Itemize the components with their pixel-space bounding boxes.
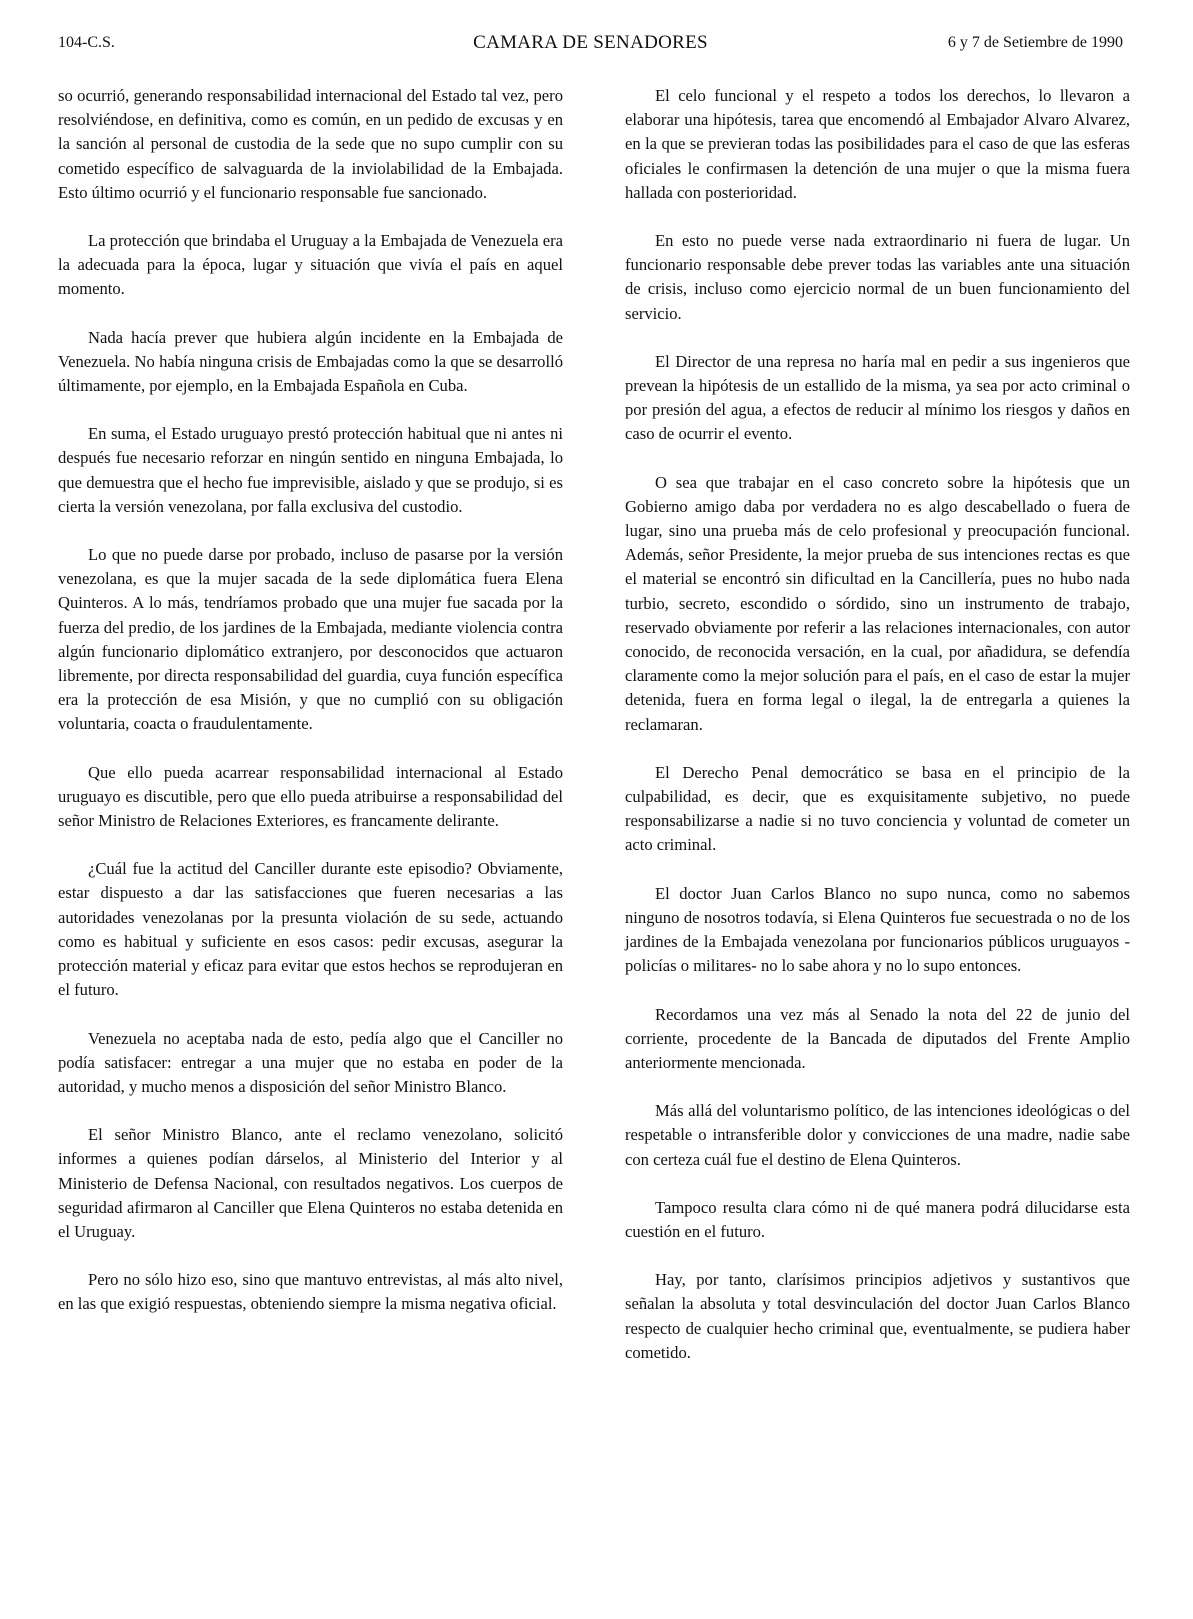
paragraph: Pero no sólo hizo eso, sino que mantuvo entrevistas, al más alto nivel, en las que exigió respuestas, obteniendo siempre la misma negativa oficial. bbox=[58, 1270, 563, 1314]
paragraph: Más allá del voluntarismo político, de las intenciones ideológicas o del respetable o intransferible dolor y convicciones de una madre, nadie sabe con certeza cuál fue el destino de Elena Quinteros. bbox=[625, 1101, 1130, 1169]
paragraph: O sea que trabajar en el caso concreto sobre la hipótesis que un Gobierno amigo daba por verdadera no es algo descabellado o fuera de lugar, sino una prueba más de celo profesional y preocupación funcional. Además, señor Presidente, la mejor prueba de sus intenciones rectas es que el material se encontró sin dificultad en la Cancillería, pues no hubo nada turbio, secreto, escondido o sórdido, sino un instrumento de trabajo, reservado obviamente por referir a las relaciones internacionales, con autor conocido, de reconocida versación, en la cual, por añadidura, se defendía claramente como la mejor solución para el país, en el caso de estar la mujer detenida, fuera en forma legal o ilegal, la de entregarla a quienes la reclamaran. bbox=[625, 472, 1130, 734]
paragraph: El Derecho Penal democrático se basa en el principio de la culpabilidad, es decir, que es exquisitamente subjetivo, no puede responsabilizarse a nadie si no tuvo conciencia y voluntad de cometer un acto criminal. bbox=[625, 762, 1130, 855]
paragraph: El doctor Juan Carlos Blanco no supo nunca, como no sabemos ninguno de nosotros todavía, si Elena Quinteros fue secuestrada o no de los jardines de la Embajada venezolana por funcionarios públicos uruguayos -policías o militares- no lo sabe ahora y no lo supo entonces. bbox=[625, 883, 1130, 976]
paragraph: Que ello pueda acarrear responsabilidad internacional al Estado uruguayo es discutible, pero que ello pueda atribuirse a responsabilidad del señor Ministro de Relaciones Exteriores, es francamente delirante. bbox=[58, 762, 563, 831]
paragraph: En esto no puede verse nada extraordinario ni fuera de lugar. Un funcionario responsable debe prever todas las variables ante una situación de crisis, incluso como ejercicio normal de un buen funcionamiento del servicio. bbox=[625, 231, 1130, 323]
paragraph: La protección que brindaba el Uruguay a la Embajada de Venezuela era la adecuada para la época, lugar y situación que vivía el país en aquel momento. bbox=[58, 231, 563, 299]
paragraph: Lo que no puede darse por probado, incluso de pasarse por la versión venezolana, es que la mujer sacada de la sede diplomática fuera Elena Quinteros. A lo más, tendríamos probado que una mujer fue sacada por la fuerza del predio, de los jardines de la Embajada, mediante violencia contra algún funcionario diplomático extranjero, por desconocidos que actuaron libremente, por directa responsabilidad del guardia, cuya función específica era la protección de esa Misión, y que no cumplió con su obligación voluntaria, coacta o fraudulentamente. bbox=[58, 545, 563, 734]
paragraph: ¿Cuál fue la actitud del Canciller durante este episodio? Obviamente, estar dispuesto a dar las satisfacciones que fueren necesarias a las autoridades venezolanas por la presunta violación de su sede, actuando como es habitual y suficiente en esos casos: pedir excusas, asegurar la protección material y eficaz para evitar que estos hechos se reprodujeran en el futuro. bbox=[58, 859, 563, 1000]
page-header bbox=[58, 30, 1123, 58]
right-text-column bbox=[625, 84, 1130, 1389]
paragraph: El celo funcional y el respeto a todos los derechos, lo llevaron a elaborar una hipótesis, tarea que encomendó al Embajador Alvaro Alvarez, en la que se previeran todas las posibilidades para el caso de que las esferas oficiales le confirmasen la detención de una mujer o que la misma fuera hallada con posterioridad. bbox=[625, 86, 1130, 202]
paragraph: so ocurrió, generando responsabilidad internacional del Estado tal vez, pero resolviéndose, en definitiva, como es común, en un pedido de excusas y en la sanción al personal de custodia de la sede que no supo cumplir con su cometido específico de salvaguarda de la inviolabilidad de la Embajada. Esto último ocurrió y el funcionario responsable fue sancionado. bbox=[58, 86, 563, 202]
session-date: 6 y 7 de Setiembre de 1990 bbox=[947, 34, 1123, 51]
paragraph: Venezuela no aceptaba nada de esto, pedía algo que el Canciller no podía satisfacer: entregar a una mujer que no estaba en poder de la autoridad, y mucho menos a disposición del señor Ministro Blanco. bbox=[58, 1028, 563, 1096]
paragraph: Tampoco resulta clara cómo ni de qué manera podrá dilucidarse esta cuestión en el futuro. bbox=[625, 1197, 1130, 1241]
paragraph: En suma, el Estado uruguayo prestó protección habitual que ni antes ni después fue necesario reforzar en ningún sentido en ninguna Embajada, lo que demuestra que el hecho fue imprevisible, aislado y que se produjo, si es cierta la versión venezolana, por falla exclusiva del custodio. bbox=[58, 424, 563, 516]
paragraph: El señor Ministro Blanco, ante el reclamo venezolano, solicitó informes a quienes podían dárselos, al Ministerio del Interior y al Ministerio de Defensa Nacional, con resultados negativos. Los cuerpos de seguridad afirmaron al Canciller que Elena Quinteros no estaba detenida en el Uruguay. bbox=[58, 1125, 563, 1241]
page-reference: 104-C.S. bbox=[58, 34, 115, 51]
paragraph: Hay, por tanto, clarísimos principios adjetivos y sustantivos que señalan la absoluta y total desvinculación del doctor Juan Carlos Blanco respecto de cualquier hecho criminal que, eventualmente, se pudiera haber cometido. bbox=[625, 1270, 1130, 1362]
paragraph: Recordamos una vez más al Senado la nota del 22 de junio del corriente, procedente de la Bancada de diputados del Frente Amplio anteriormente mencionada. bbox=[625, 1004, 1130, 1072]
left-text-column bbox=[58, 84, 563, 1341]
paragraph: El Director de una represa no haría mal en pedir a sus ingenieros que prevean la hipótesis de un estallido de la misma, ya sea por acto criminal o por presión del agua, a efectos de reducir al mínimo los riesgos y daños en caso de ocurrir el evento. bbox=[625, 351, 1130, 444]
publication-title: CAMARA DE SENADORES bbox=[473, 32, 708, 53]
paragraph: Nada hacía prever que hubiera algún incidente en la Embajada de Venezuela. No había ninguna crisis de Embajadas como la que se desarrolló últimamente, por ejemplo, en la Embajada Española en Cuba. bbox=[58, 327, 563, 396]
